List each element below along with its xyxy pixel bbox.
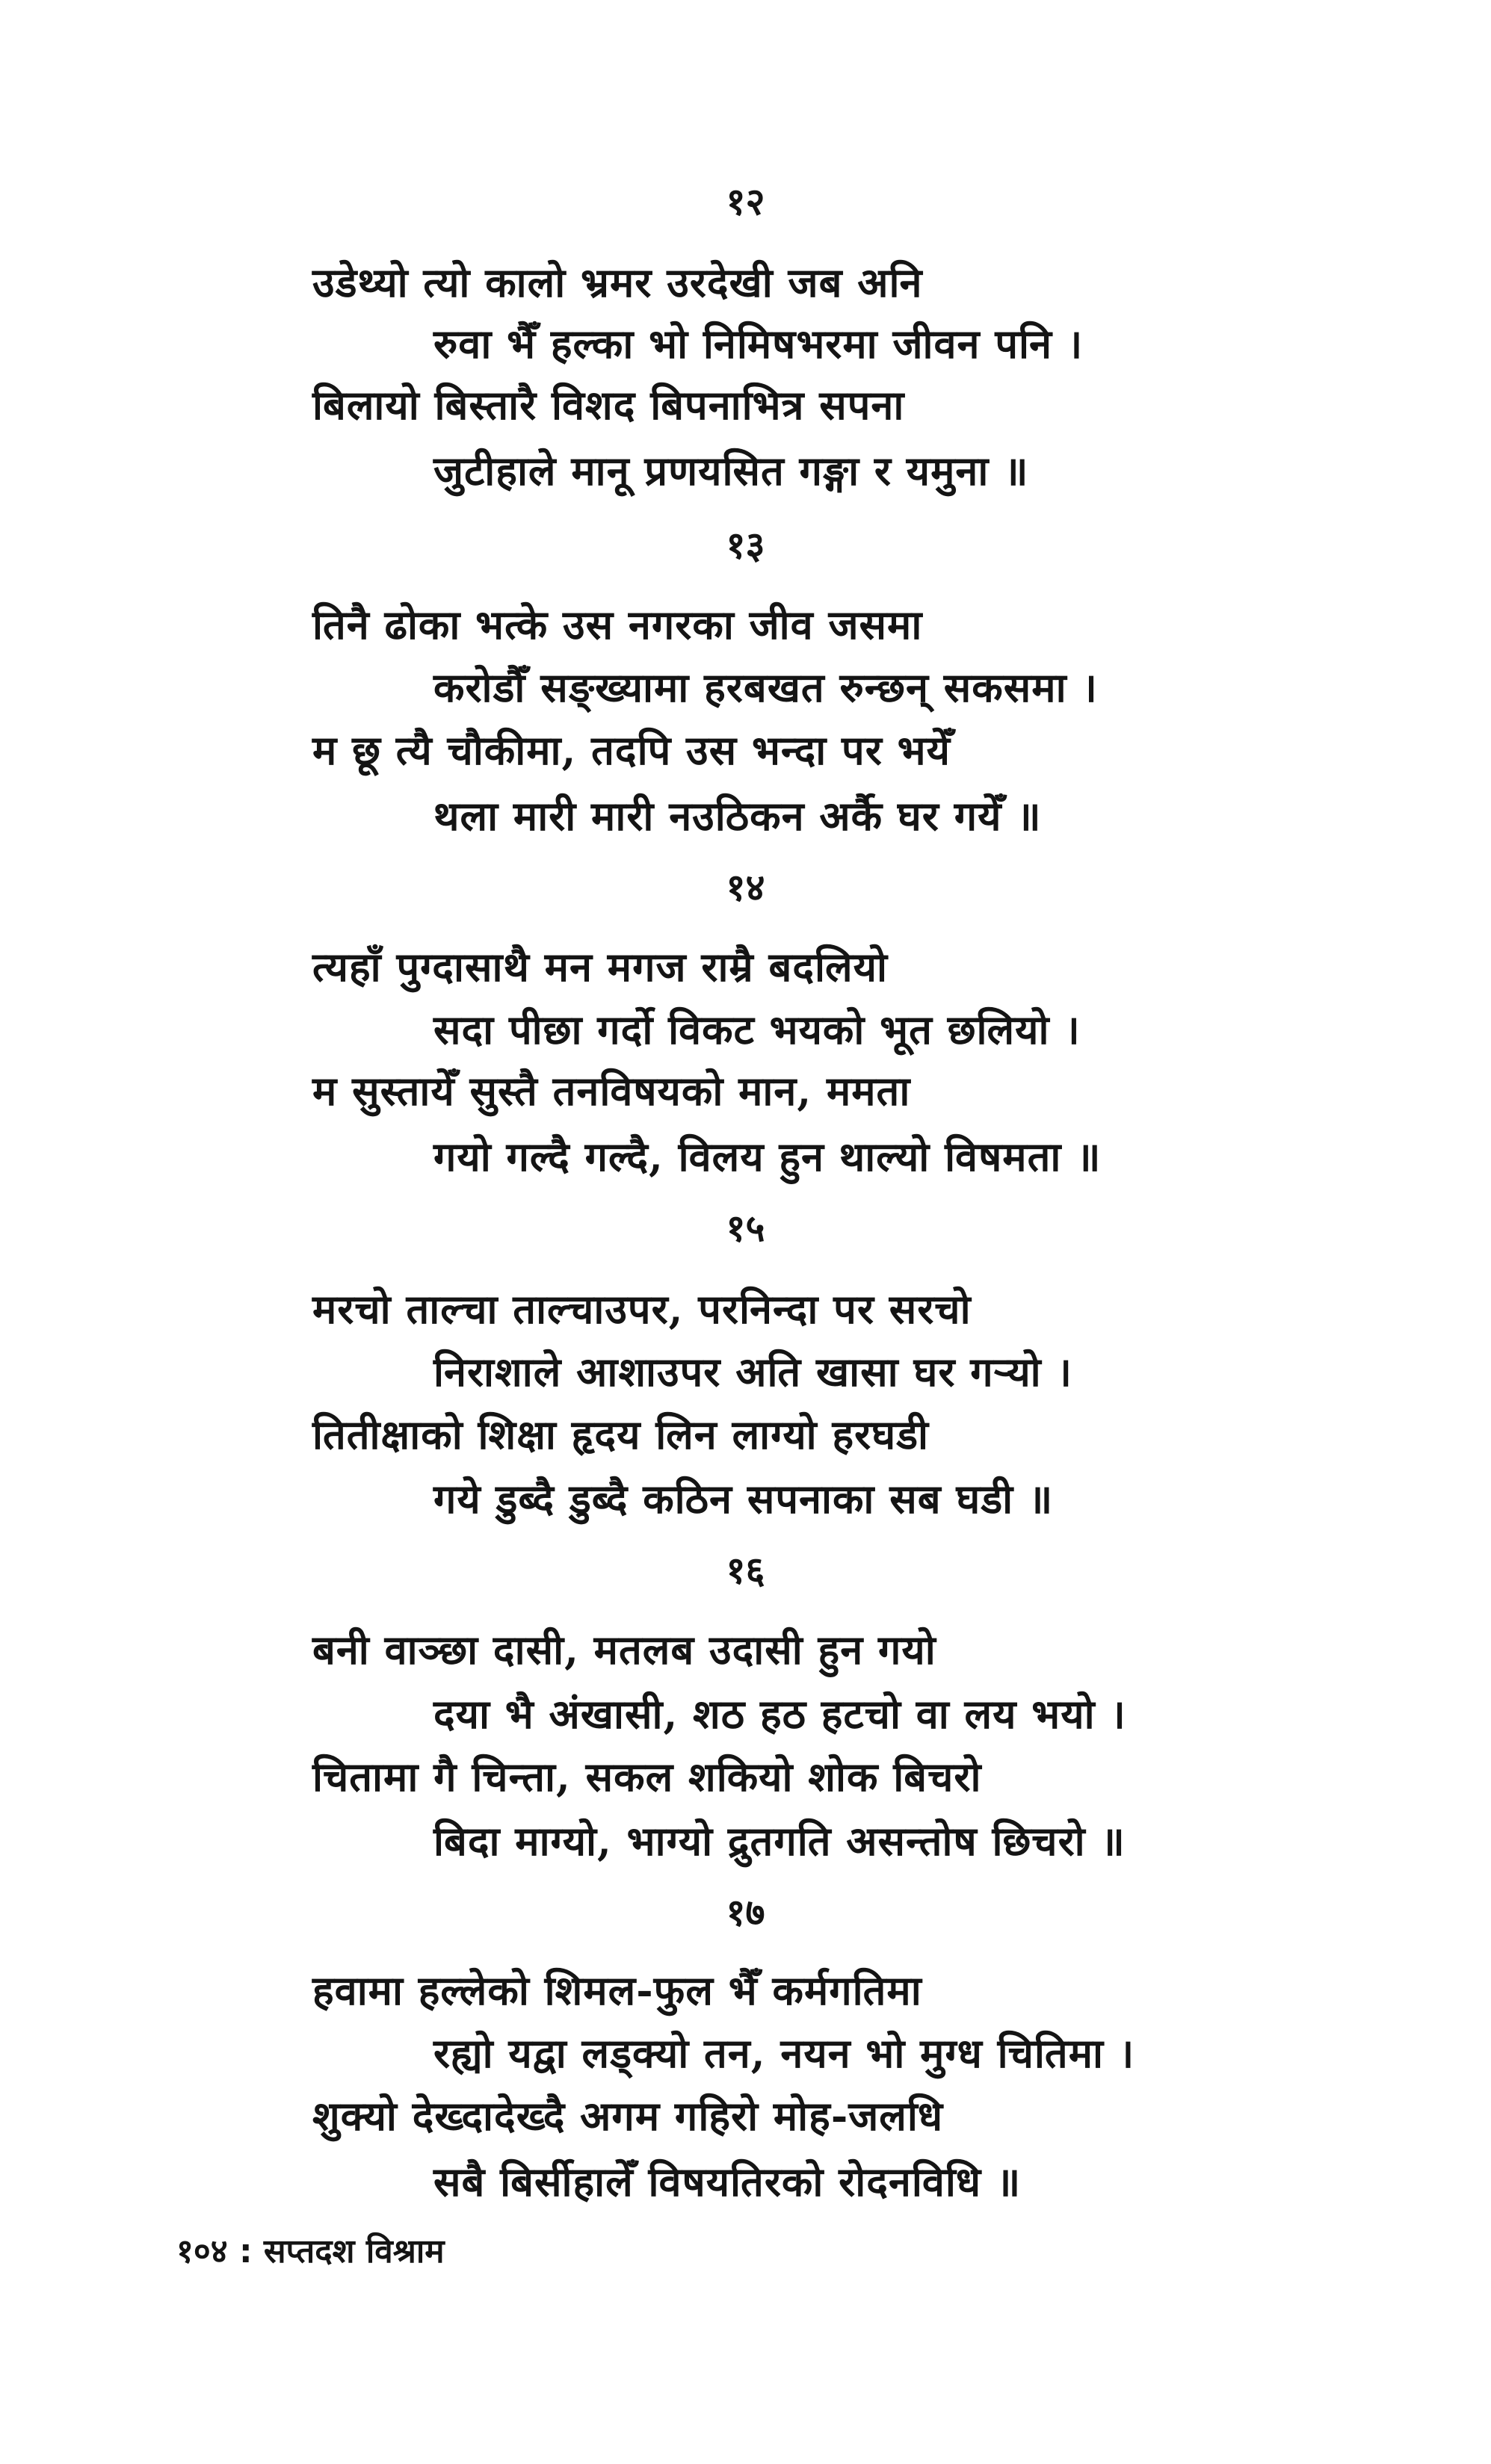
stanza-number: १४ [726,865,765,909]
verse-line: शुक्यो देख्दादेख्दै अगम गहिरो मोह-जलधि [312,2092,944,2140]
verse-line: जुटीहाले मानू प्रणयसित गङ्गा र यमुना ॥ [433,447,1029,495]
stanza-number: १६ [726,1548,765,1592]
verse-line: बनी वाञ्छा दासी, मतलब उदासी हुन गयो [312,1626,936,1674]
stanza-number: १७ [726,1890,765,1934]
verse-line: गयो गल्दै गल्दै, विलय हुन थाल्यो विषमता ॥ [433,1133,1102,1180]
verse-line: रुवा भैँ हल्का भो निमिषभरमा जीवन पनि । [433,320,1084,368]
verse-line: सदा पीछा गर्दो विकट भयको भूत छलियो । [433,1006,1081,1053]
verse-line: म छू त्यै चौकीमा, तदपि उस भन्दा पर भयेँ [312,726,951,774]
verse-line: सबै बिर्सीहालेँ विषयतिरको रोदनविधि ॥ [433,2158,1022,2205]
verse-line: उडेथ्यो त्यो कालो भ्रमर उरदेखी जब अनि [312,259,923,306]
verse-line: निराशाले आशाउपर अति खासा घर गऱ्यो । [433,1348,1072,1396]
verse-line: बिदा माग्यो, भाग्यो द्रुतगति असन्तोष छिचरो ॥ [433,1817,1126,1865]
verse-line: बिलायो बिस्तारै विशद बिपनाभित्र सपना [312,381,905,429]
verse-line: तितीक्षाको शिक्षा हृदय लिन लाग्यो हरघडी [312,1411,929,1458]
stanza-number: १५ [726,1206,765,1250]
page-footer: १०४ : सप्तदश विश्राम [176,2232,445,2270]
verse-line: रह्यो यद्वा लड्क्यो तन, नयन भो मुग्ध चितिमा । [433,2029,1135,2077]
stanza-number: १३ [726,523,765,567]
verse-line: थला मारी मारी नउठिकन अर्कै घर गयेँ ॥ [433,792,1042,840]
verse-line: तिनै ढोका भत्के उस नगरका जीव जसमा [312,601,923,648]
verse-line: दया भै अंखासी, शठ हठ हटचो वा लय भयो । [433,1690,1126,1738]
stanza-number: १२ [726,179,765,223]
verse-line: हवामा हल्लेको शिमल-फुल भैँ कर्मगतिमा [312,1966,922,2014]
verse-line: करोडौँ सङ्ख्यामा हरबखत रुन्छन् सकसमा । [433,663,1098,711]
verse-line: मरचो ताल्चा ताल्चाउपर, परनिन्दा पर सरचो [312,1285,972,1333]
verse-line: म सुस्तायेँ सुस्तै तनविषयको मान, ममता [312,1067,911,1115]
verse-line: गये डुब्दै डुब्दै कठिन सपनाका सब घडी ॥ [433,1475,1054,1523]
verse-line: त्यहाँ पुग्दासाथै मन मगज राम्रै बदलियो [312,943,888,991]
verse-line: चितामा गै चिन्ता, सकल शकियो शोक बिचरो [312,1753,982,1801]
